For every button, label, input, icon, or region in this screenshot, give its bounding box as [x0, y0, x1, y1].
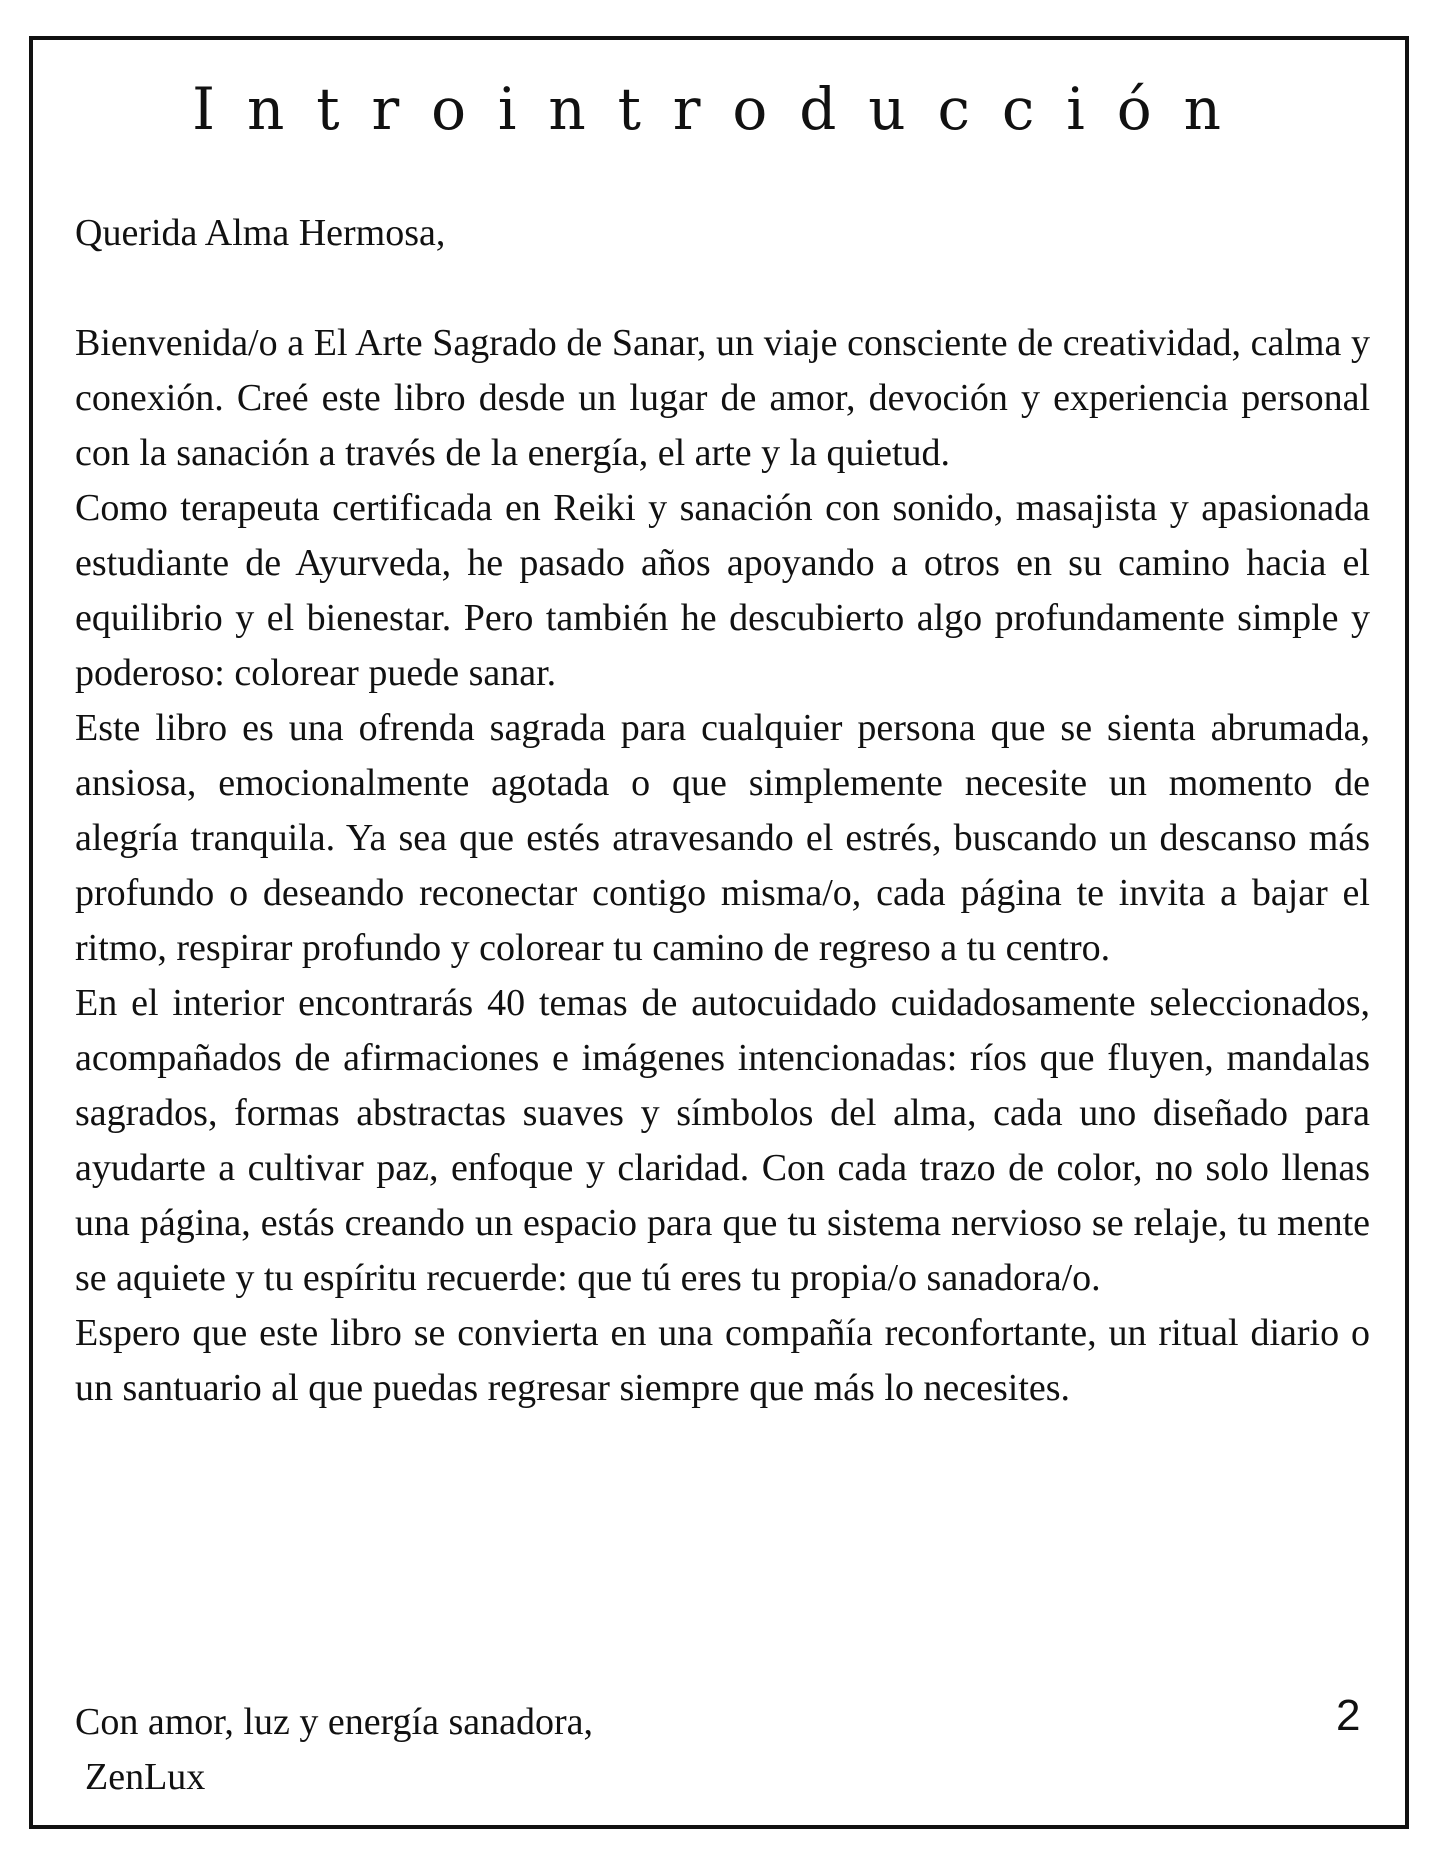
salutation: Querida Alma Hermosa,: [75, 212, 446, 254]
paragraph-contents: En el interior encontrarás 40 temas de autocuidado cuidadosamente seleccionados, acompañados de afirmaciones e imágenes intencionadas: ríos que fluyen, mandalas sagrados, formas abstractas suaves y símbolos del alma, cada uno diseñado para ayudarte a cultivar paz, enfoque y claridad. Con cada trazo de color, no solo llenas una página, estás creando un espacio para que tu sistema nervioso se relaje, tu mente se aquiete y tu espíritu recuerde: que tú eres tu propia/o sanadora/o.: [75, 982, 1370, 1299]
page-title: Introintroducción: [192, 75, 1253, 143]
closing-line: Con amor, luz y energía sanadora,: [75, 1701, 593, 1743]
paragraph-purpose: Este libro es una ofrenda sagrada para cualquier persona que se sienta abrumada, ansiosa, emocionalmente agotada o que simplemente necesite un momento de alegría tranquila. Ya sea que estés atravesando el estrés, buscando un descanso más profundo o deseando reconectar contigo misma/o, cada página te invita a bajar el ritmo, respirar profundo y colorear tu camino de regreso a tu centro.: [75, 707, 1370, 969]
paragraph-welcome: Bienvenida/o a El Arte Sagrado de Sanar, un viaje consciente de creatividad, calma y conexión. Creé este libro desde un lugar de amor, devoción y experiencia personal con la sanación a través de la energía, el arte y la quietud.: [75, 322, 1370, 474]
letter-body: [75, 206, 1370, 1416]
closing-block: [75, 1695, 593, 1805]
signature: ZenLux: [85, 1756, 206, 1798]
paragraph-hope: Espero que este libro se convierta en una compañía reconfortante, un ritual diario o un santuario al que puedas regresar siempre que más lo necesites.: [75, 1312, 1370, 1409]
paragraph-background: Como terapeuta certificada en Reiki y sanación con sonido, masajista y apasionada estudiante de Ayurveda, he pasado años apoyando a otros en su camino hacia el equilibrio y el bienestar. Pero también he descubierto algo profundamente simple y poderoso: colorear puede sanar.: [75, 487, 1370, 694]
page-number: 2: [1336, 1691, 1361, 1740]
